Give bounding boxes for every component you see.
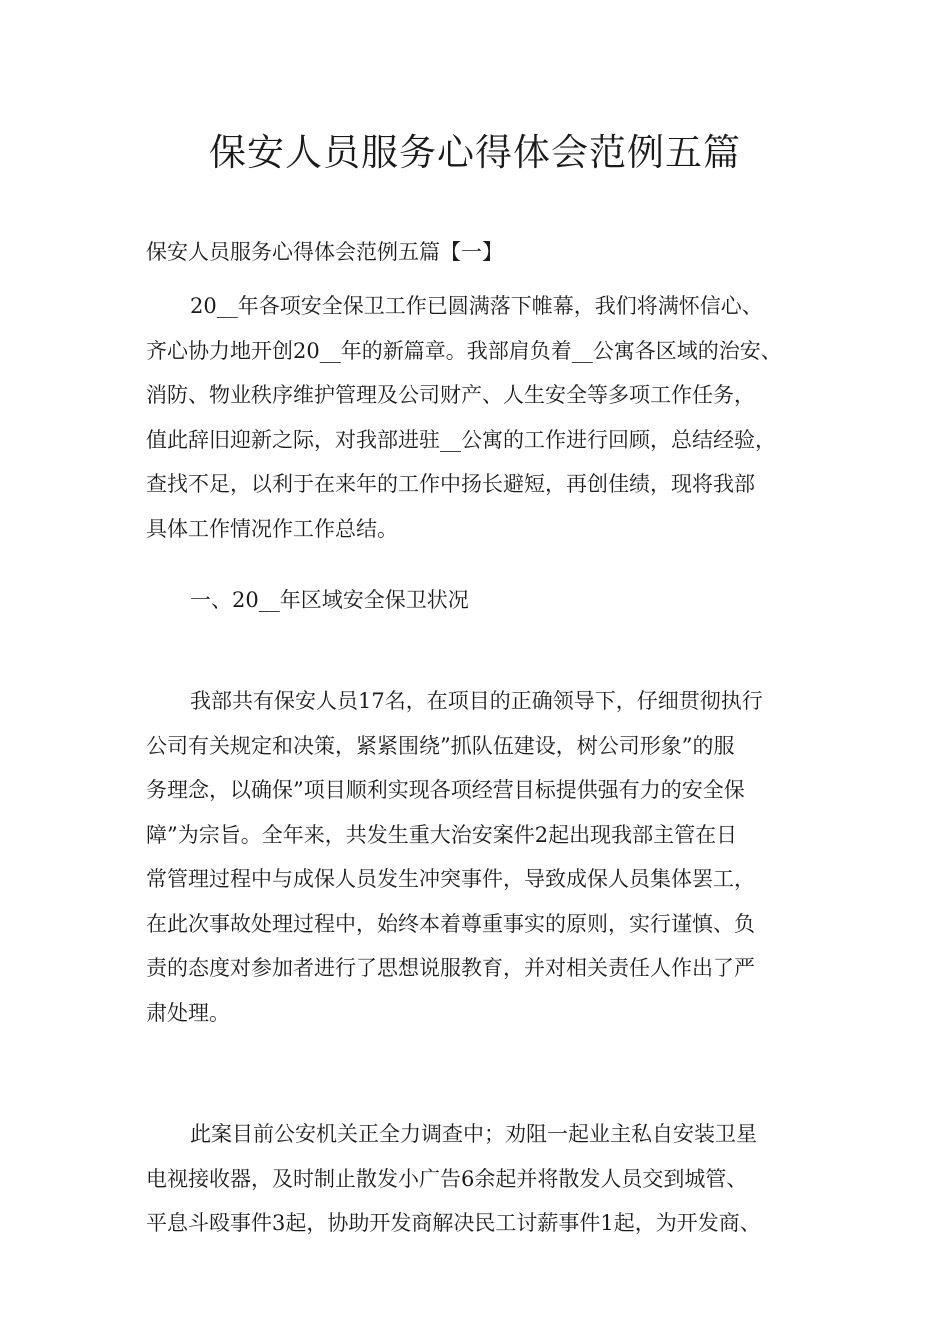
text-line: 一、20__年区域安全保卫状况 (190, 588, 469, 612)
paragraph-intro (146, 284, 782, 551)
text-line: 电视接收器，及时制止散发小广告6余起并将散发人员交到城管、 (146, 1166, 748, 1191)
text-line: 我部共有保安人员17名，在项目的正确领导下，仔细贯彻执行 (190, 689, 763, 713)
paragraph-cases (146, 1112, 761, 1246)
section-subheading: 保安人员服务心得体会范例五篇【一】 (146, 240, 503, 264)
text-line: 障”为宗旨。全年来，共发生重大治安案件2起出现我部主管在日 (146, 822, 738, 847)
text-line: 此案目前公安机关正全力调查中；劝阻一起业主私自安装卫星 (190, 1122, 757, 1146)
text-line: 齐心协力地开创20__年的新篇章。我部肩负着__公寓各区域的治安、 (146, 338, 782, 363)
text-line: 平息斗殴事件3起，协助开发商解决民工讨薪事件1起，为开发商、 (146, 1211, 761, 1235)
text-line: 公司有关规定和决策，紧紧围绕”抓队伍建设，树公司形象”的服 (146, 733, 735, 758)
text-line: 常管理过程中与成保人员发生冲突事件，导致成保人员集体罢工， (146, 867, 755, 891)
document-title: 保安人员服务心得体会范例五篇 (209, 131, 741, 174)
text-line: 责的态度对参加者进行了思想说服教育，并对相关责任人作出了严 (146, 956, 755, 980)
text-line: 20__年各项安全保卫工作已圆满落下帷幕，我们将满怀信心、 (190, 294, 763, 318)
text-line: 查找不足，以利于在来年的工作中扬长避短，再创佳绩，现将我部 (146, 472, 755, 496)
paragraph-staff (146, 679, 763, 1035)
text-line: 具体工作情况作工作总结。 (146, 516, 398, 541)
text-line: 肃处理。 (146, 1000, 230, 1025)
text-line: 在此次事故处理过程中，始终本着尊重事实的原则，实行谨慎、负 (146, 911, 755, 936)
text-line: 值此辞旧迎新之际，对我部进驻__公寓的工作进行回顾，总结经验， (146, 427, 776, 452)
section-heading-1 (146, 578, 469, 623)
text-line: 务理念，以确保”项目顺利实现各项经营目标提供强有力的安全保 (146, 778, 745, 802)
text-line: 消防、物业秩序维护管理及公司财产、人生安全等多项工作任务， (146, 383, 755, 407)
